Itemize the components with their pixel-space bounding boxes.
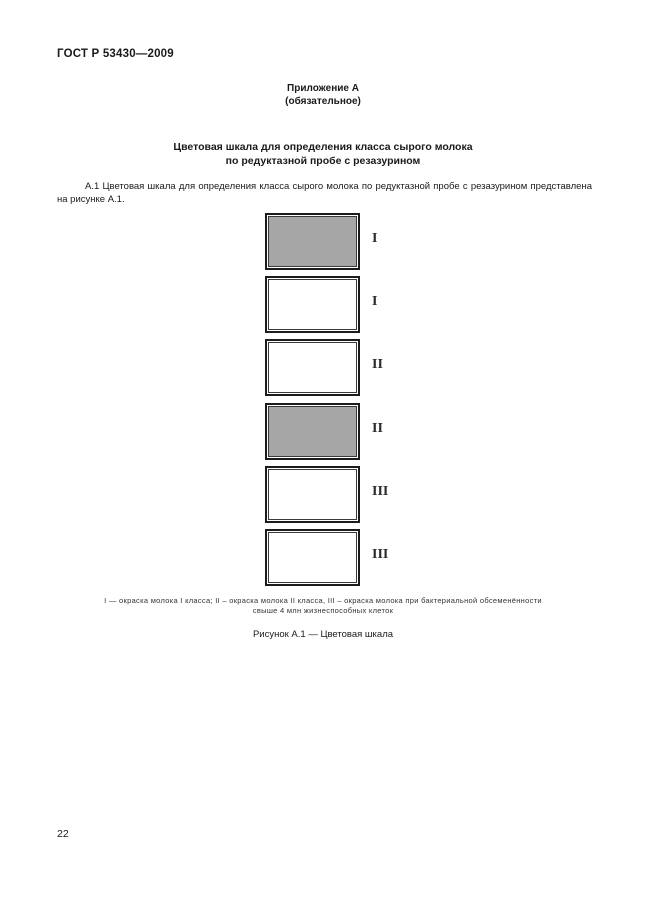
section-title-line-2: по редуктазной пробе с резазурином xyxy=(225,155,421,167)
class-label: III xyxy=(372,547,389,562)
class-label: III xyxy=(372,484,389,499)
color-scale-row xyxy=(265,213,425,270)
color-swatch xyxy=(265,213,360,270)
color-scale-row xyxy=(265,276,425,333)
color-scale-row xyxy=(265,529,425,586)
figure-legend xyxy=(57,596,589,616)
color-swatch xyxy=(265,529,360,586)
color-swatch xyxy=(265,339,360,396)
color-swatch xyxy=(265,466,360,523)
page-number: 22 xyxy=(57,828,69,840)
color-scale-row xyxy=(265,466,425,523)
legend-line-1: I — окраска молока I класса; II – окраска молока II класса, III – окраска молока при бактериальной обсеменённости xyxy=(104,596,542,605)
body-paragraph: А.1 Цветовая шкала для определения класса сырого молока по редуктазной пробе с резазурином представлена на рисунке А.1. xyxy=(57,181,592,205)
appendix-heading xyxy=(0,82,646,108)
class-label: II xyxy=(372,421,383,436)
appendix-label: Приложение А xyxy=(287,83,359,94)
figure-caption: Рисунок А.1 — Цветовая шкала xyxy=(252,629,394,640)
legend-line-2: свыше 4 млн жизнеспособных клеток xyxy=(252,606,394,615)
section-title xyxy=(0,140,646,168)
color-scale-row xyxy=(265,339,425,396)
appendix-status: (обязательное) xyxy=(285,96,361,107)
class-label: I xyxy=(372,231,378,246)
color-swatch xyxy=(265,276,360,333)
document-code: ГОСТ Р 53430—2009 xyxy=(57,48,174,60)
class-label: II xyxy=(372,357,383,372)
color-scale-row xyxy=(265,403,425,460)
section-title-line-1: Цветовая шкала для определения класса сырого молока xyxy=(173,141,473,153)
class-label: I xyxy=(372,294,378,309)
color-swatch xyxy=(265,403,360,460)
